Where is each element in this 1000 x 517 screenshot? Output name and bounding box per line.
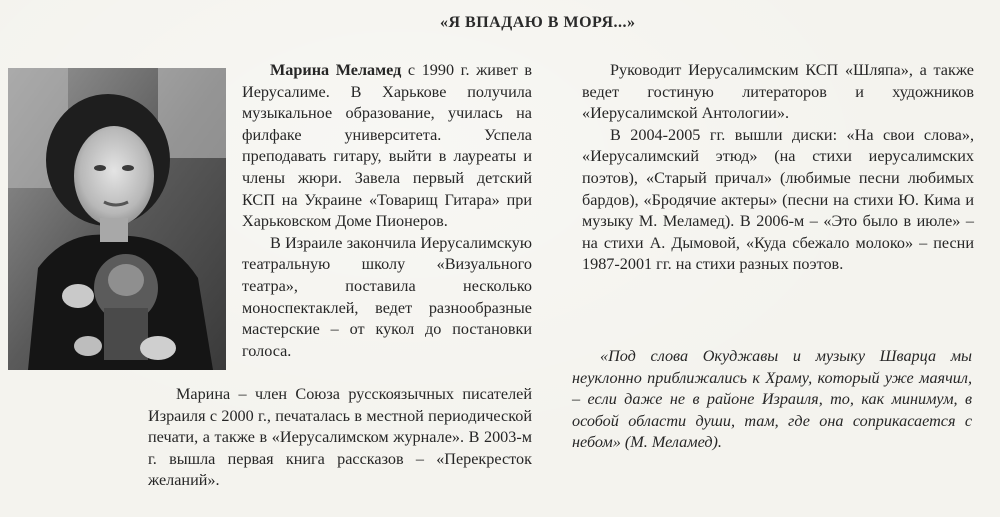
quote-text: «Под слова Окуджавы и музыку Шварца мы неуклонно приближались к Храму, который уже маячил, – если даже не в районе Израиля, то, как минимум, в особой области души, там, где она соприкасается с небом» xyxy=(572,347,972,452)
bio-paragraph-2: В Израиле закончила Иерусалимскую театральную школу «Визуального театра», поставила несколько моноспектаклей, ведет разнообразные мастерские – от кукол до постановки голоса. xyxy=(242,233,532,360)
bio-paragraph-1-text: с 1990 г. живет в Иерусалиме. В Харькове получила музыкальное образование, училась на филфаке университета. Успела преподавать гитару, выйти в лауреаты и члены жюри. Завела первый детский КСП на Украине «Товарищ Гитара» при Харьковском Доме Пионеров. xyxy=(242,61,533,231)
bio-paragraph-5: В 2004-2005 гг. вышли диски: «На свои слова», «Иерусалимский этюд» (на стихи иерусалимских поэтов), «Старый причал» (любимые песни любимых бардов), «Бродячие актеры» (песни на стихи Ю. Кима и музыку М. Меламед). В 2006-м – «Это было в июле» – на стихи А. Дымовой, «Куда сбежало молоко» – песни 1987-2001 гг. на стихи разных поэтов. xyxy=(582,125,974,274)
author-quote xyxy=(572,346,972,454)
bio-paragraph-3: Марина – член Союза русскоязычных писателей Израиля с 2000 г., печаталась в местной периодической печати, а также в «Иерусалимском журнале». В 2003-м г. вышла первая книга рассказов – «Перекресток желаний». xyxy=(148,385,532,490)
article-title: «Я ВПАДАЮ В МОРЯ...» xyxy=(440,14,636,31)
article-column-right xyxy=(582,60,974,276)
bio-paragraph-1 xyxy=(242,60,532,233)
quote-signature: (М. Меламед). xyxy=(624,433,722,452)
author-portrait-image xyxy=(8,68,226,370)
author-name: Марина Меламед xyxy=(270,61,402,79)
article-column-left-upper xyxy=(242,60,532,362)
author-photo xyxy=(8,68,226,370)
bio-paragraph-4: Руководит Иерусалимским КСП «Шляпа», а также ведет гостиную литераторов и художников «Иерусалимской Антологии». xyxy=(582,61,974,123)
article-column-left-lower xyxy=(148,384,532,492)
